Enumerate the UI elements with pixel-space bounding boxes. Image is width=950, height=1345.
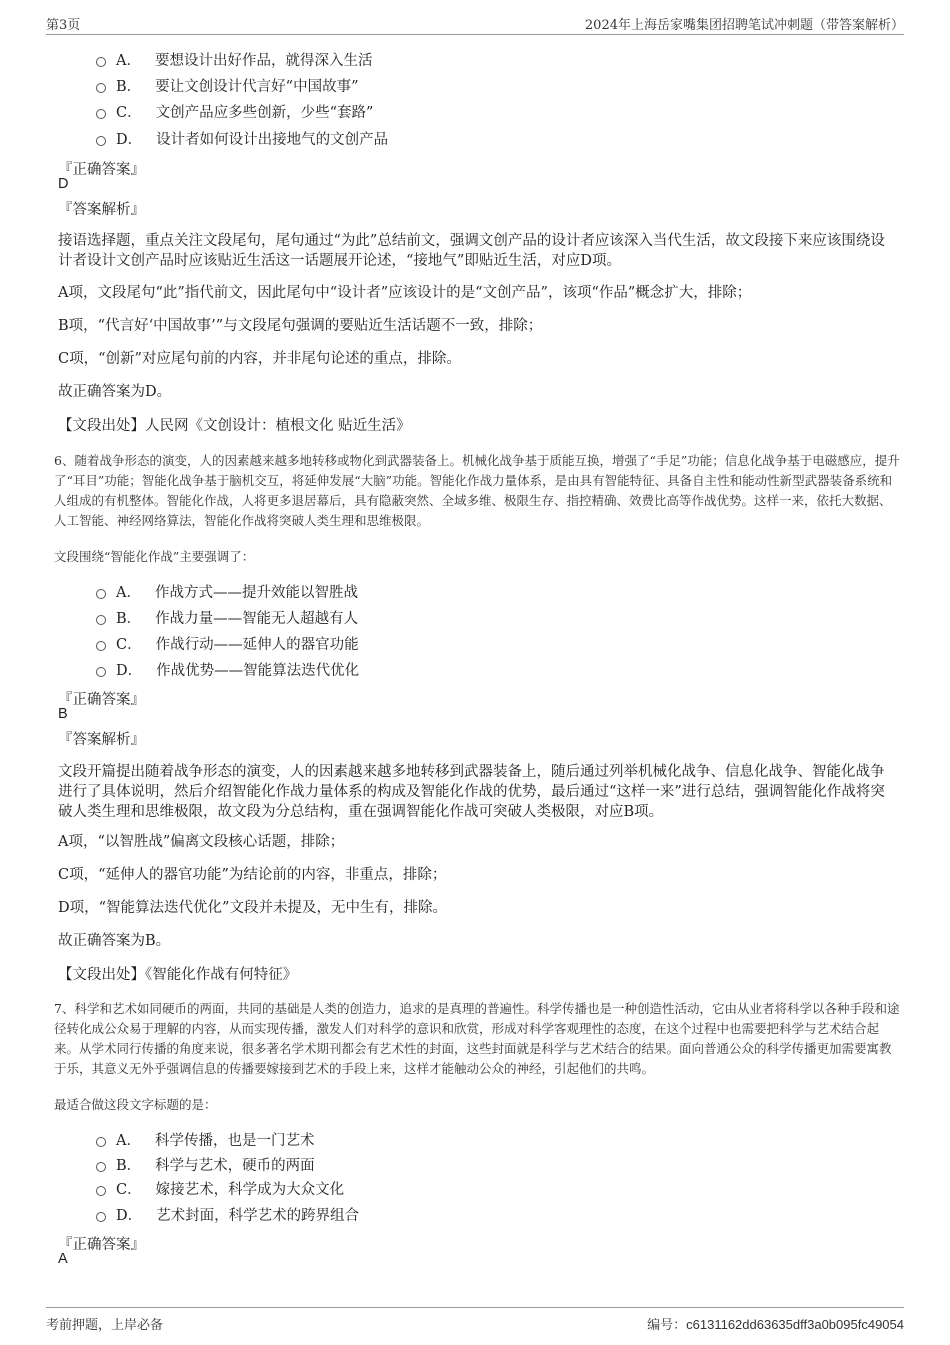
- page-footer: [46, 1307, 904, 1332]
- radio-icon[interactable]: [96, 615, 106, 625]
- q6-analysis-c: C项，“延伸人的器官功能”为结论前的内容，非重点，排除；: [58, 867, 447, 883]
- radio-icon[interactable]: [96, 57, 106, 67]
- q6-option-a[interactable]: A． 作战方式——提升效能以智胜战: [96, 580, 358, 602]
- radio-icon[interactable]: [96, 136, 106, 146]
- q6-conclusion: 故正确答案为B。: [58, 933, 171, 949]
- q6-option-b[interactable]: B． 作战力量——智能无人超越有人: [96, 606, 358, 628]
- q5-answer: D: [58, 176, 69, 192]
- radio-icon[interactable]: [96, 667, 106, 677]
- q5-analysis-b: B项，“代言好‘中国故事’”与文段尾句强调的要贴近生活话题不一致，排除；: [58, 318, 543, 334]
- q5-analysis-paragraph: 接语选择题，重点关注文段尾句，尾句通过“为此”总结前文，强调文创产品的设计者应该深入当代生活，故文段接下来应该围绕设计者设计文创产品时应该贴近生活这一话题展开论述，“接地气”即贴近生活，对应D项。: [58, 233, 885, 269]
- radio-icon[interactable]: [96, 1212, 106, 1222]
- radio-icon[interactable]: [96, 109, 106, 119]
- q6-analysis-paragraph: 文段开篇提出随着战争形态的演变，人的因素越来越多地转移到武器装备上，随后通过列举机械化战争、信息化战争、智能化战争进行了具体说明，然后介绍智能化作战力量体系的构成及智能化作战的优势，最后通过“这样一来”进行总结，强调智能化作战将突破人类生理和思维极限，故文段为分总结构，重在强调智能化作战可突破人类极限，对应B项。: [58, 764, 885, 820]
- radio-icon[interactable]: [96, 589, 106, 599]
- q5-analysis-a: A项，文段尾句“此”指代前文，因此尾句中“设计者”应该设计的是“文创产品”，该项“作品”概念扩大，排除；: [58, 285, 752, 301]
- q5-option-d[interactable]: D． 设计者如何设计出接地气的文创产品: [96, 127, 388, 149]
- radio-icon[interactable]: [96, 1186, 106, 1196]
- footer-slogan: 考前押题，上岸必备: [46, 1318, 164, 1333]
- q7-prompt: 最适合做这段文字标题的是：: [54, 1097, 217, 1112]
- q5-option-c[interactable]: C． 文创产品应多些创新，少些“套路”: [96, 100, 373, 122]
- radio-icon[interactable]: [96, 83, 106, 93]
- code-label: 编号：: [647, 1318, 687, 1333]
- q6-source: 【文段出处】《智能化作战有何特征》: [58, 967, 298, 983]
- radio-icon[interactable]: [96, 641, 106, 651]
- document-title: 2024年上海岳家嘴集团招聘笔试冲刺题（带答案解析）: [584, 18, 904, 33]
- q5-answer-label: 『正确答案』: [58, 162, 145, 178]
- q6-prompt: 文段围绕“智能化作战”主要强调了：: [54, 549, 255, 564]
- q6-answer: B: [58, 706, 68, 722]
- document-code: [647, 1314, 904, 1333]
- code-value: c6131162dd63635dff3a0b095fc49054: [686, 1317, 904, 1332]
- q5-analysis-label: 『答案解析』: [58, 202, 145, 218]
- q5-option-a[interactable]: A． 要想设计出好作品，就得深入生活: [96, 48, 372, 70]
- q7-option-d[interactable]: D． 艺术封面，科学艺术的跨界组合: [96, 1203, 359, 1225]
- q7-option-c[interactable]: C． 嫁接艺术，科学成为大众文化: [96, 1177, 344, 1199]
- radio-icon[interactable]: [96, 1162, 106, 1172]
- q7-option-b[interactable]: B． 科学与艺术，硬币的两面: [96, 1153, 315, 1175]
- q6-analysis-a: A项，“以智胜战”偏离文段核心话题，排除；: [58, 834, 345, 850]
- q5-source: 【文段出处】人民网《文创设计：植根文化 贴近生活》: [58, 418, 411, 434]
- q6-option-c[interactable]: C． 作战行动——延伸人的器官功能: [96, 632, 359, 654]
- page-header: [46, 12, 904, 35]
- q7-option-a[interactable]: A． 科学传播，也是一门艺术: [96, 1128, 314, 1150]
- q7-answer-label: 『正确答案』: [58, 1237, 145, 1253]
- q5-option-b[interactable]: B． 要让文创设计代言好“中国故事”: [96, 74, 358, 96]
- q6-answer-label: 『正确答案』: [58, 692, 145, 708]
- q5-analysis-c: C项，“创新”对应尾句前的内容，并非尾句论述的重点，排除。: [58, 351, 461, 367]
- q6-analysis-label: 『答案解析』: [58, 732, 145, 748]
- page-number: 第3页: [46, 18, 81, 33]
- q7-answer: A: [58, 1251, 68, 1267]
- q6-question: 6、随着战争形态的演变，人的因素越来越多地转移或物化到武器装备上。机械化战争基于质能互换，增强了“手足”功能；信息化战争基于电磁感应，提升了“耳目”功能；智能化战争基于脑机交互，将延伸发展“大脑”功能。智能化作战力量体系，是由具有智能特征、具备自主性和能动性新型武器装备系统和人组成的有机整体。智能化作战，人将更多退居幕后，具有隐蔽突然、全域多维、极限生存、指控精确、效费比高等作战优势。这样一来，依托大数据、人工智能、神经网络算法，智能化作战将突破人类生理和思维极限。: [54, 453, 900, 528]
- q5-conclusion: 故正确答案为D。: [58, 384, 172, 400]
- q6-option-d[interactable]: D． 作战优势——智能算法迭代优化: [96, 658, 359, 680]
- q7-question: 7、科学和艺术如同硬币的两面，共同的基础是人类的创造力，追求的是真理的普遍性。科学传播也是一种创造性活动，它由从业者将科学以各种手段和途径转化成公众易于理解的内容，从而实现传播，激发人们对科学的意识和欣赏，形成对科学客观理性的态度，在这个过程中也需要把科学与艺术结合起来。从学术同行传播的角度来说，很多著名学术期刊都会有艺术性的封面，这些封面就是科学与艺术结合的结果。面向普通公众的科学传播更加需要寓教于乐，其意义无外乎强调信息的传播要嫁接到艺术的手段上来，这样才能触动公众的神经，引起他们的共鸣。: [54, 1001, 900, 1076]
- q6-analysis-d: D项，“智能算法迭代优化”文段并未提及，无中生有，排除。: [58, 900, 447, 916]
- radio-icon[interactable]: [96, 1137, 106, 1147]
